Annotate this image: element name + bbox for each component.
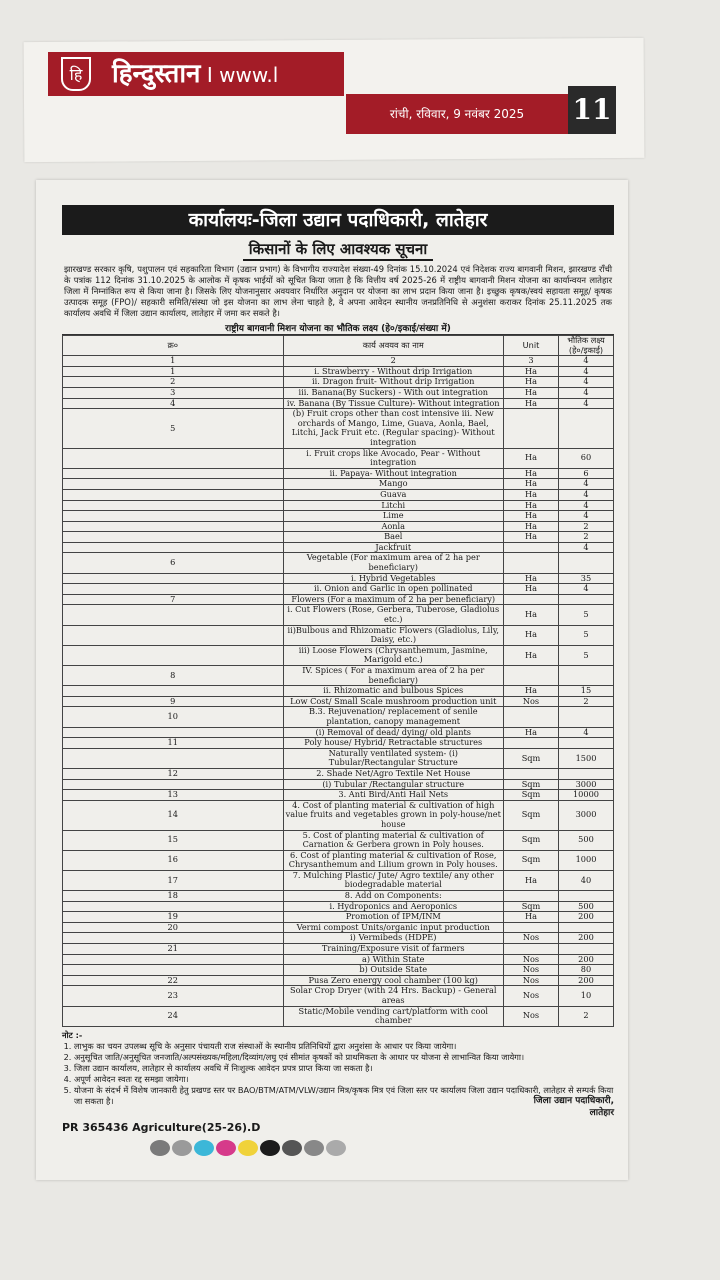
- row-target: [559, 553, 614, 573]
- row-target: 200: [559, 912, 614, 923]
- header-unit: Unit: [504, 336, 559, 356]
- row-target: 200: [559, 975, 614, 986]
- table-row: [63, 891, 614, 902]
- table-row: [63, 500, 614, 511]
- row-target: 2: [559, 532, 614, 543]
- ink-swatch: [194, 1140, 214, 1156]
- row-component: 8. Add on Components:: [283, 891, 504, 902]
- newspaper-brand: [104, 52, 344, 96]
- row-component: Vegetable (For maximum area of 2 ha per beneficiary): [283, 553, 504, 573]
- row-target: 4: [559, 727, 614, 738]
- ink-swatch: [326, 1140, 346, 1156]
- row-target: 1500: [559, 748, 614, 768]
- row-component: 7. Mulching Plastic/ Jute/ Agro textile/ any other biodegradable material: [283, 870, 504, 890]
- table-row: [63, 986, 614, 1006]
- row-target: 4: [559, 398, 614, 409]
- row-unit: Ha: [504, 479, 559, 490]
- row-target: 200: [559, 933, 614, 944]
- table-row: [63, 584, 614, 595]
- table-row: [63, 912, 614, 923]
- ink-swatch: [150, 1140, 170, 1156]
- note-item: 3. जिला उद्यान कार्यालय, लातेहार से कार्यालय अवधि में निःशुल्क आवेदन प्रपत्र प्राप्त किया जा सकता है।: [74, 1063, 614, 1074]
- table-row: [63, 870, 614, 890]
- table-row: [63, 800, 614, 830]
- table-row: [63, 830, 614, 850]
- row-serial: 9: [63, 696, 284, 707]
- table-row: [63, 479, 614, 490]
- row-unit: Ha: [504, 377, 559, 388]
- row-component: Lime: [283, 511, 504, 522]
- row-serial: [63, 489, 284, 500]
- table-row: [63, 933, 614, 944]
- row-unit: Sqm: [504, 779, 559, 790]
- row-component: 3. Anti Bird/Anti Hail Nets: [283, 790, 504, 801]
- table-row: [63, 605, 614, 625]
- table-body: [63, 366, 614, 1026]
- signature-line1: जिला उद्यान पदाधिकारी,: [533, 1095, 614, 1106]
- row-component: ii. Onion and Garlic in open pollinated: [283, 584, 504, 595]
- row-component: B.3. Rejuvenation/ replacement of senile plantation, canopy management: [283, 707, 504, 727]
- row-target: [559, 944, 614, 955]
- row-serial: 22: [63, 975, 284, 986]
- row-target: 4: [559, 387, 614, 398]
- table-row: [63, 975, 614, 986]
- row-target: 5: [559, 605, 614, 625]
- row-target: 35: [559, 573, 614, 584]
- table-row: [63, 489, 614, 500]
- row-target: 500: [559, 901, 614, 912]
- row-unit: Ha: [504, 366, 559, 377]
- row-serial: [63, 542, 284, 553]
- row-component: (b) Fruit crops other than cost intensive iii. New orchards of Mango, Lime, Guava, Aonla, Bael, Litchi, Jack Fruit etc. (Regular spacing)- Without integration: [283, 409, 504, 448]
- row-target: 1000: [559, 850, 614, 870]
- note-item: 2. अनुसूचित जाति/अनुसूचित जनजाति/अल्पसंख्यक/महिला/दिव्यांग/लघु एवं सीमांत कृषकों को प्राथमिकता के आधार पर योजना से लाभान्वित किया जायेगा।: [74, 1052, 614, 1063]
- ink-color-swatches: [150, 1140, 346, 1156]
- row-serial: [63, 933, 284, 944]
- row-serial: 4: [63, 398, 284, 409]
- row-unit: Sqm: [504, 830, 559, 850]
- row-unit: Nos: [504, 1006, 559, 1026]
- table-header-row: [63, 336, 614, 356]
- table-row: [63, 521, 614, 532]
- row-target: 4: [559, 511, 614, 522]
- row-unit: [504, 891, 559, 902]
- row-serial: [63, 645, 284, 665]
- note-item: 5. योजना के संदर्भ में विशेष जानकारी हेतु प्रखण्ड स्तर पर BAO/BTM/ATM/VLW/उद्यान मित्र/कृषक मित्र एवं जिला स्तर पर कार्यालय जिला उद्यान पदाधिकारी, लातेहार से सम्पर्क किया जा सकता है।: [74, 1085, 614, 1107]
- row-serial: 15: [63, 830, 284, 850]
- row-component: Litchi: [283, 500, 504, 511]
- row-unit: Nos: [504, 954, 559, 965]
- row-unit: Ha: [504, 912, 559, 923]
- table-row: [63, 954, 614, 965]
- table-row: [63, 542, 614, 553]
- ink-swatch: [238, 1140, 258, 1156]
- row-component: (i) Tubular /Rectangular structure: [283, 779, 504, 790]
- row-component: i. Hybrid Vegetables: [283, 573, 504, 584]
- note-item: 4. अपूर्ण आवेदन स्वतः रद्द समझा जायेगा।: [74, 1074, 614, 1085]
- index-cell: 4: [559, 356, 614, 367]
- row-target: [559, 409, 614, 448]
- page-number: 11: [568, 86, 616, 134]
- row-serial: 3: [63, 387, 284, 398]
- row-serial: 16: [63, 850, 284, 870]
- row-unit: [504, 666, 559, 686]
- row-target: 15: [559, 686, 614, 697]
- row-serial: 7: [63, 594, 284, 605]
- table-row: [63, 696, 614, 707]
- table-row: [63, 645, 614, 665]
- table-row: [63, 768, 614, 779]
- table-row: [63, 779, 614, 790]
- table-row: [63, 409, 614, 448]
- row-unit: [504, 553, 559, 573]
- table-row: [63, 1006, 614, 1026]
- row-serial: [63, 954, 284, 965]
- signature-block: [62, 1095, 614, 1119]
- row-serial: 20: [63, 922, 284, 933]
- ink-swatch: [304, 1140, 324, 1156]
- row-component: Bael: [283, 532, 504, 543]
- table-row: [63, 625, 614, 645]
- row-target: 4: [559, 377, 614, 388]
- brand-name: हिन्दुस्तान: [112, 59, 201, 89]
- row-target: [559, 738, 614, 749]
- row-unit: Ha: [504, 686, 559, 697]
- row-component: Training/Exposure visit of farmers: [283, 944, 504, 955]
- row-component: 4. Cost of planting material & cultivation of high value fruits and vegetables grown in poly-house/net house: [283, 800, 504, 830]
- index-cell: 1: [63, 356, 284, 367]
- notice-advertisement: [62, 205, 614, 1134]
- row-serial: 18: [63, 891, 284, 902]
- row-unit: Ha: [504, 532, 559, 543]
- ink-swatch: [260, 1140, 280, 1156]
- row-serial: [63, 965, 284, 976]
- row-serial: [63, 748, 284, 768]
- table-row: [63, 944, 614, 955]
- row-component: Mango: [283, 479, 504, 490]
- pr-number: PR 365436 Agriculture(25-26).D: [62, 1120, 261, 1134]
- row-component: iii) Loose Flowers (Chrysanthemum, Jasmine, Marigold etc.): [283, 645, 504, 665]
- row-target: [559, 666, 614, 686]
- row-component: Jackfruit: [283, 542, 504, 553]
- row-serial: [63, 468, 284, 479]
- row-component: Aonla: [283, 521, 504, 532]
- row-target: 5: [559, 645, 614, 665]
- row-serial: [63, 727, 284, 738]
- row-target: 2: [559, 696, 614, 707]
- row-unit: Ha: [504, 625, 559, 645]
- row-unit: Nos: [504, 975, 559, 986]
- row-target: [559, 594, 614, 605]
- row-component: b) Outside State: [283, 965, 504, 976]
- table-row: [63, 850, 614, 870]
- row-component: i. Cut Flowers (Rose, Gerbera, Tuberose, Gladiolus etc.): [283, 605, 504, 625]
- row-unit: Ha: [504, 489, 559, 500]
- note-item: 1. लाभुक का चयन उपलब्ध सूचि के अनुसार पंचायती राज संस्थाओं के स्थानीय प्रतिनिधियों द्वारा अनुशंसा के आधार पर किया जायेगा।: [74, 1041, 614, 1052]
- row-serial: 21: [63, 944, 284, 955]
- row-target: 4: [559, 366, 614, 377]
- row-component: IV. Spices ( For a maximum area of 2 ha per beneficiary): [283, 666, 504, 686]
- row-unit: Sqm: [504, 800, 559, 830]
- row-component: Naturally ventilated system- (i) Tubular/Rectangular Structure: [283, 748, 504, 768]
- row-serial: 6: [63, 553, 284, 573]
- row-component: ii. Rhizomatic and bulbous Spices: [283, 686, 504, 697]
- row-serial: [63, 573, 284, 584]
- row-target: [559, 891, 614, 902]
- row-component: i) Vermibeds (HDPE): [283, 933, 504, 944]
- row-unit: [504, 409, 559, 448]
- header-serial: क्र०: [63, 336, 284, 356]
- row-unit: [504, 594, 559, 605]
- table-row: [63, 553, 614, 573]
- notes-section: [62, 1030, 614, 1107]
- row-unit: Ha: [504, 500, 559, 511]
- row-serial: [63, 686, 284, 697]
- row-serial: [63, 625, 284, 645]
- row-component: ii. Papaya- Without integration: [283, 468, 504, 479]
- row-component: iv. Banana (By Tissue Culture)- Without integration: [283, 398, 504, 409]
- row-unit: Ha: [504, 387, 559, 398]
- row-unit: Ha: [504, 645, 559, 665]
- row-component: Vermi compost Units/organic input production: [283, 922, 504, 933]
- row-component: ii)Bulbous and Rhizomatic Flowers (Gladiolus, Lily, Daisy, etc.): [283, 625, 504, 645]
- table-row: [63, 532, 614, 543]
- signature-line2: लातेहार: [589, 1107, 614, 1118]
- row-target: 4: [559, 479, 614, 490]
- row-target: 40: [559, 870, 614, 890]
- row-serial: 19: [63, 912, 284, 923]
- row-serial: [63, 605, 284, 625]
- row-serial: [63, 532, 284, 543]
- row-unit: Nos: [504, 696, 559, 707]
- row-target: 4: [559, 584, 614, 595]
- index-cell: 2: [283, 356, 504, 367]
- row-component: Static/Mobile vending cart/platform with cool chamber: [283, 1006, 504, 1026]
- table-row: [63, 922, 614, 933]
- row-component: Promotion of IPM/INM: [283, 912, 504, 923]
- row-unit: [504, 768, 559, 779]
- table-row: [63, 738, 614, 749]
- row-serial: 10: [63, 707, 284, 727]
- brand-url: I www.l: [200, 63, 279, 87]
- row-serial: 13: [63, 790, 284, 801]
- row-unit: [504, 922, 559, 933]
- row-unit: [504, 944, 559, 955]
- row-unit: Ha: [504, 398, 559, 409]
- notice-subtitle: किसानों के लिए आवश्यक सूचना: [243, 239, 434, 261]
- table-title: राष्ट्रीय बागवानी मिशन योजना का भौतिक लक्ष्य (हे०/इकाई/संख्या में): [62, 321, 614, 335]
- row-unit: [504, 542, 559, 553]
- table-row: [63, 366, 614, 377]
- row-target: 10000: [559, 790, 614, 801]
- row-component: i. Fruit crops like Avocado, Pear - Without integration: [283, 448, 504, 468]
- row-serial: [63, 901, 284, 912]
- table-row: [63, 448, 614, 468]
- row-serial: 2: [63, 377, 284, 388]
- row-target: 200: [559, 954, 614, 965]
- row-unit: Ha: [504, 605, 559, 625]
- office-title: कार्यालयः-जिला उद्यान पदाधिकारी, लातेहार: [62, 205, 614, 235]
- row-component: ii. Dragon fruit- Without drip Irrigation: [283, 377, 504, 388]
- row-target: 4: [559, 489, 614, 500]
- intro-paragraph: झारखण्ड सरकार कृषि, पशुपालन एवं सहकारिता विभाग (उद्यान प्रभाग) के विभागीय राज्यादेश संख्या-49 दिनांक 15.10.2024 एवं निदेशक राज्य बागवानी मिशन, झारखण्ड राँची के पत्रांक 112 दिनांक 31.10.2025 के आलोक में कृषक भाईयों को सूचित किया जाता है कि वित्तीय वर्ष 2025-26 में राष्ट्रीय बागवानी मिशन योजना का कार्यान्वयन लातेहार जिला में निम्नांकित रूप से किया जाना है। जिसके लिए योजनानुसार अवयवार निर्धारित अनुदान पर योजना का लाभ प्रदान किया जाना है। इच्छुक कृषक/स्वयं सहायता समूह/ कृषक उत्पादक समूह (FPO)/ सहकारी समिति/संस्था जो इस योजना का लाभ लेना चाहते है, वे अपना आवेदन स्थानीय जनप्रतिनिधि से अनुशंसा कराकर दिनांक 25.11.2025 तक कार्यालय अवधि में जिला उद्यान कार्यालय, लातेहार में जमा कर सकते है।: [64, 264, 612, 318]
- row-target: 4: [559, 500, 614, 511]
- row-target: 2: [559, 521, 614, 532]
- table-row: [63, 965, 614, 976]
- row-serial: 23: [63, 986, 284, 1006]
- row-target: [559, 707, 614, 727]
- table-row: [63, 748, 614, 768]
- row-target: 500: [559, 830, 614, 850]
- row-unit: Sqm: [504, 790, 559, 801]
- row-serial: [63, 500, 284, 511]
- row-target: [559, 768, 614, 779]
- row-serial: 5: [63, 409, 284, 448]
- row-component: Flowers (For a maximum of 2 ha per beneficiary): [283, 594, 504, 605]
- row-target: 10: [559, 986, 614, 1006]
- row-target: 6: [559, 468, 614, 479]
- newspaper-logo: [48, 52, 104, 96]
- target-table: [62, 335, 614, 1027]
- row-target: 2: [559, 1006, 614, 1026]
- row-unit: Ha: [504, 511, 559, 522]
- row-component: 6. Cost of planting material & cultivation of Rose, Chrysanthemum and Lilium grown in Poly houses.: [283, 850, 504, 870]
- row-component: 2. Shade Net/Agro Textile Net House: [283, 768, 504, 779]
- row-serial: [63, 479, 284, 490]
- row-serial: [63, 511, 284, 522]
- row-unit: Ha: [504, 584, 559, 595]
- row-serial: 12: [63, 768, 284, 779]
- table-index-row: [63, 356, 614, 367]
- row-unit: Nos: [504, 933, 559, 944]
- row-unit: Sqm: [504, 850, 559, 870]
- row-serial: 17: [63, 870, 284, 890]
- header-target: भौतिक लक्ष्य (हे०/इकाई): [559, 336, 614, 356]
- row-unit: Ha: [504, 573, 559, 584]
- row-unit: Ha: [504, 870, 559, 890]
- row-serial: 14: [63, 800, 284, 830]
- notes-title: नोट :-: [62, 1029, 83, 1040]
- table-row: [63, 707, 614, 727]
- table-row: [63, 686, 614, 697]
- row-unit: Sqm: [504, 901, 559, 912]
- table-row: [63, 901, 614, 912]
- row-unit: Ha: [504, 468, 559, 479]
- row-component: Poly house/ Hybrid/ Retractable structures: [283, 738, 504, 749]
- row-component: i. Hydroponics and Aeroponics: [283, 901, 504, 912]
- row-unit: [504, 738, 559, 749]
- row-component: (i) Removal of dead/ dying/ old plants: [283, 727, 504, 738]
- row-target: 5: [559, 625, 614, 645]
- row-target: [559, 922, 614, 933]
- row-target: 60: [559, 448, 614, 468]
- row-serial: [63, 584, 284, 595]
- table-row: [63, 573, 614, 584]
- header-component: कार्य अवयव का नाम: [283, 336, 504, 356]
- row-serial: [63, 521, 284, 532]
- row-unit: Nos: [504, 965, 559, 976]
- row-unit: Ha: [504, 727, 559, 738]
- row-target: 3000: [559, 779, 614, 790]
- row-unit: Nos: [504, 986, 559, 1006]
- table-row: [63, 790, 614, 801]
- row-component: Pusa Zero energy cool chamber (100 kg): [283, 975, 504, 986]
- row-unit: Ha: [504, 448, 559, 468]
- row-component: iii. Banana(By Suckers) - With out integration: [283, 387, 504, 398]
- row-serial: 11: [63, 738, 284, 749]
- logo-glyph: हि: [69, 65, 83, 84]
- row-serial: [63, 448, 284, 468]
- row-unit: Ha: [504, 521, 559, 532]
- dateline: रांची, रविवार, 9 नवंबर 2025: [346, 94, 568, 134]
- row-component: Solar Crop Dryer (with 24 Hrs. Backup) - General areas: [283, 986, 504, 1006]
- row-unit: [504, 707, 559, 727]
- table-row: [63, 511, 614, 522]
- table-row: [63, 666, 614, 686]
- row-unit: Sqm: [504, 748, 559, 768]
- table-row: [63, 387, 614, 398]
- table-row: [63, 377, 614, 388]
- row-target: 3000: [559, 800, 614, 830]
- row-target: 80: [559, 965, 614, 976]
- row-target: 4: [559, 542, 614, 553]
- row-serial: [63, 779, 284, 790]
- ink-swatch: [216, 1140, 236, 1156]
- table-row: [63, 594, 614, 605]
- row-component: Low Cost/ Small Scale mushroom production unit: [283, 696, 504, 707]
- row-serial: 24: [63, 1006, 284, 1026]
- row-component: Guava: [283, 489, 504, 500]
- row-component: a) Within State: [283, 954, 504, 965]
- table-row: [63, 398, 614, 409]
- row-component: 5. Cost of planting material & cultivation of Carnation & Gerbera grown in Poly houses.: [283, 830, 504, 850]
- ink-swatch: [172, 1140, 192, 1156]
- row-serial: 8: [63, 666, 284, 686]
- table-row: [63, 727, 614, 738]
- index-cell: 3: [504, 356, 559, 367]
- row-component: i. Strawberry - Without drip Irrigation: [283, 366, 504, 377]
- ink-swatch: [282, 1140, 302, 1156]
- row-serial: 1: [63, 366, 284, 377]
- table-row: [63, 468, 614, 479]
- shield-icon: [61, 57, 91, 91]
